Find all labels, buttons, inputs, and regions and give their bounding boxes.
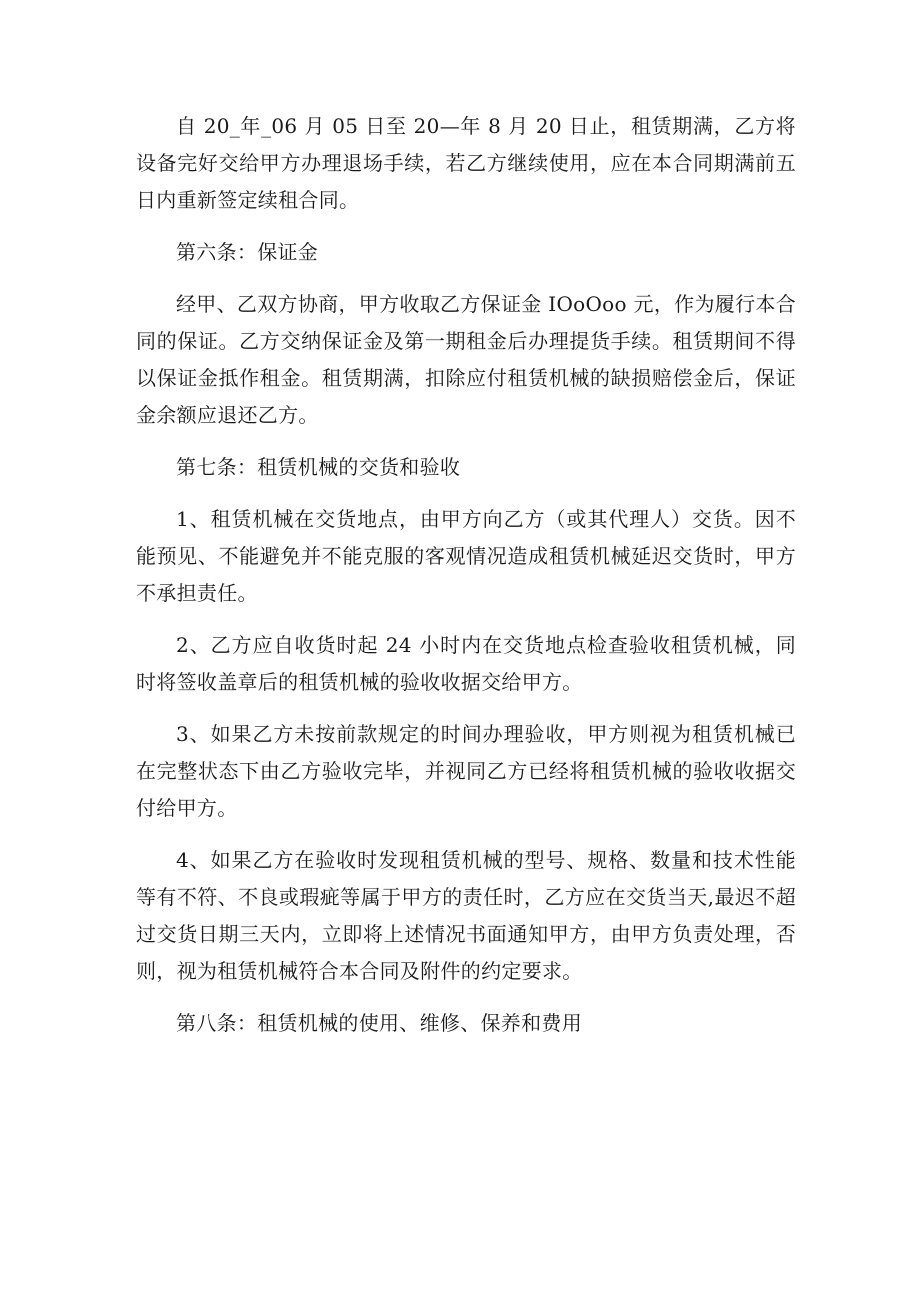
lease-term-paragraph: 自 20_年_06 月 05 日至 20—年 8 月 20 日止，租赁期满，乙方将设备完好交给甲方办理退场手续，若乙方继续使用，应在本合同期满前五日内重新签定续租合同。 (136, 114, 796, 212)
delivery-clause-4: 4、如果乙方在验收时发现租赁机械的型号、规格、数量和技术性能等有不符、不良或瑕疵等属于甲方的责任时，乙方应在交货当天,最迟不超过交货日期三天内，立即将上述情况书面通知甲方，由甲方负责处理，否则，视为租赁机械符合本合同及附件的约定要求。 (136, 848, 796, 983)
deposit-paragraph: 经甲、乙双方协商，甲方收取乙方保证金 IOoOoo 元，作为履行本合同的保证。乙方交纳保证金及第一期租金后办理提货手续。租赁期间不得以保证金抵作租金。租赁期满，扣除应付租赁机械的缺损赔偿金后，保证金余额应退还乙方。 (136, 292, 796, 427)
article-8-heading: 第八条：租赁机械的使用、维修、保养和费用 (176, 1011, 582, 1035)
delivery-clause-1: 1、租赁机械在交货地点，由甲方向乙方（或其代理人）交货。因不能预见、不能避免并不能克服的客观情况造成租赁机械延迟交货时，甲方不承担责任。 (136, 507, 796, 605)
article-7-heading: 第七条：租赁机械的交货和验收 (176, 455, 461, 479)
delivery-clause-2: 2、乙方应自收货时起 24 小时内在交货地点检查验收租赁机械，同时将签收盖章后的租赁机械的验收收据交给甲方。 (136, 633, 796, 694)
document-body (136, 108, 796, 1057)
article-6-heading: 第六条：保证金 (176, 240, 319, 264)
delivery-clause-3: 3、如果乙方未按前款规定的时间办理验收，甲方则视为租赁机械已在完整状态下由乙方验收完毕，并视同乙方已经将租赁机械的验收收据交付给甲方。 (136, 722, 796, 820)
